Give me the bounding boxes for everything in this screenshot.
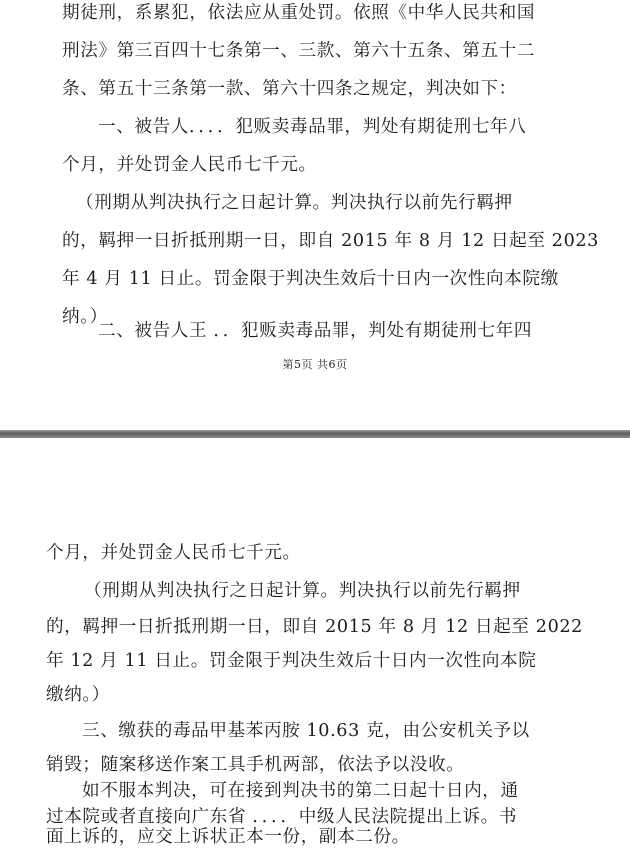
text-line: 如不服本判决，可在接到判决书的第二日起十日内，通 <box>82 781 519 801</box>
text-line: 销毁；随案移送作案工具手机两部，依法予以没收。 <box>46 755 465 775</box>
text-line: 年 4 月 11 日止。罚金限于判决生效后十日内一次性向本院缴 <box>62 269 559 289</box>
text-line: 条、第五十三条第一款、第六十四条之规定，判决如下： <box>62 79 517 99</box>
text-line: 刑法》第三百四十七条第一、三款、第六十五条、第五十二 <box>62 41 536 61</box>
page-6 <box>0 438 630 846</box>
text-line: 缴纳。） <box>46 685 110 705</box>
text-line: （刑期从判决执行之日起计算。判决执行以前先行羁押 <box>76 193 513 213</box>
text-line: 年 12 月 11 日止。罚金限于判决生效后十日内一次性向本院 <box>46 651 537 671</box>
text-line: 二、被告人王 ．．犯贩卖毒品罪，判处有期徒刑七年四 <box>98 321 533 341</box>
text-line: 面上诉的，应交上诉状正本一份，副本二份。 <box>46 827 410 847</box>
text-line: 三、缴获的毒品甲基苯丙胺 10.63 克，由公安机关予以 <box>82 721 530 741</box>
text-line: 的，羁押一日折抵刑期一日，即自 2015 年 8 月 12 日起至 2022 <box>46 617 583 637</box>
text-line: 一、被告人．．．．犯贩卖毒品罪，判处有期徒刑七年八 <box>98 117 527 137</box>
page-number-footer: 第5页 共6页 <box>282 358 348 371</box>
text-line: 的，羁押一日折抵刑期一日，即自 2015 年 8 月 12 日起至 2023 <box>62 231 599 251</box>
text-line: 纳。） <box>62 307 108 327</box>
page-separator <box>0 430 630 438</box>
text-line: （刑期从判决执行之日起计算。判决执行以前先行羁押 <box>84 581 521 601</box>
text-line: 期徒刑，系累犯，依法应从重处罚。依照《中华人民共和国 <box>62 3 536 23</box>
text-line: 过本院或者直接向广东省 ．．．．中级人民法院提出上诉。书 <box>46 807 518 827</box>
text-line: 个月，并处罚金人民币七千元。 <box>46 543 301 563</box>
text-line: 个月，并处罚金人民币七千元。 <box>62 155 317 175</box>
